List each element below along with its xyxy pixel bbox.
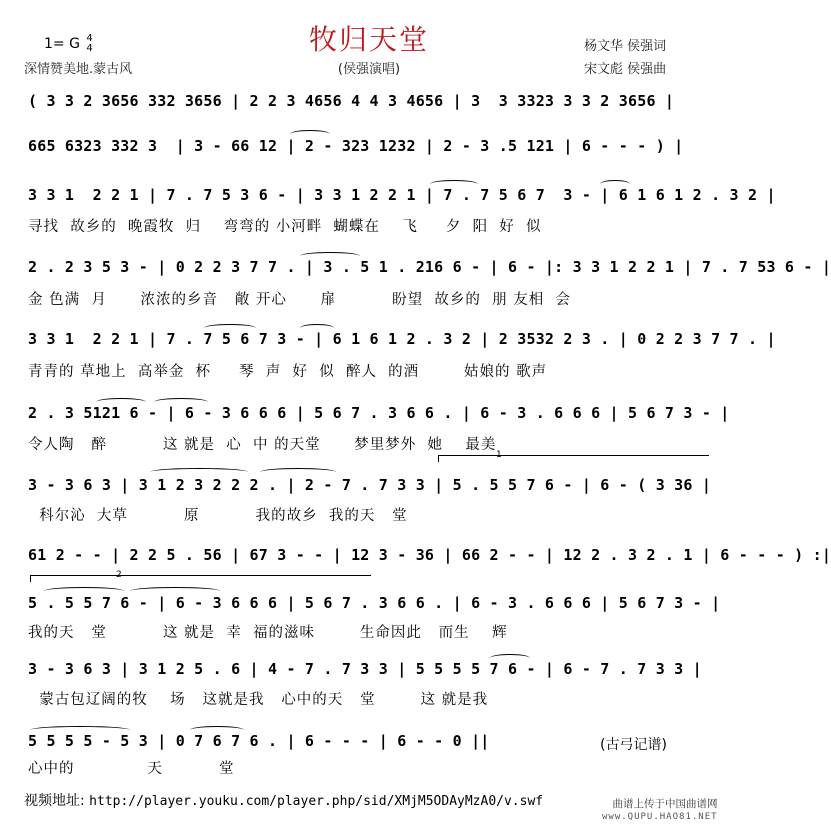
- singer-credit: (侯强演唱): [337, 62, 401, 77]
- time-numerator: 4: [86, 33, 93, 44]
- slur: [154, 398, 208, 406]
- key-label: 1= G: [44, 36, 80, 52]
- score-row-11: 5 5 5 5 - 5 3 | 0 7 6 7 6 . | 6 - - - | 6 - - 0 ||: [28, 732, 490, 750]
- score-row-10: 3 - 3 6 3 | 3 1 2 5 . 6 | 4 - 7 . 7 3 3 | 5 5 5 5 7 6 - | 6 - 7 . 7 3 3 |: [28, 660, 702, 678]
- volta-first-ending: [438, 455, 709, 462]
- lyricist-credit: 杨文华 侯强词: [584, 39, 667, 54]
- volta-second-label: 2: [116, 570, 122, 580]
- slur: [490, 654, 530, 662]
- score-row-3: 3 3 1 2 2 1 | 7 . 7 5 3 6 - | 3 3 1 2 2 1 | 7 . 7 5 6 7 3 - | 6 1 6 1 2 . 3 2 |: [28, 186, 776, 204]
- video-url-link[interactable]: http://player.youku.com/player.php/sid/XMjM5ODAyMzA0/v.swf: [89, 794, 544, 809]
- slur: [44, 587, 124, 595]
- slur: [190, 726, 244, 734]
- video-label: 视频地址:: [24, 793, 85, 809]
- score-row-5: 3 3 1 2 2 1 | 7 . 7 5 6 7 3 - | 6 1 6 1 2 . 3 2 | 2 3532 2 3 . | 0 2 2 3 7 7 . |: [28, 330, 776, 348]
- score-row-8: 61 2 - - | 2 2 5 . 56 | 67 3 - - | 12 3 - 36 | 66 2 - - | 12 2 . 3 2 . 1 | 6 - - - ) :|: [28, 546, 831, 564]
- slur: [96, 398, 146, 406]
- slur: [30, 726, 130, 734]
- time-denominator: 4: [86, 43, 93, 54]
- lyric-row-7: 科尔沁 大草 原 我的故乡 我的天 堂: [28, 508, 408, 524]
- score-row-2: 665 6323 332 3 | 3 - 66 12 | 2 - 323 1232 | 2 - 3 .5 121 | 6 - - - ) |: [28, 137, 684, 155]
- notation-credit: (古弓记谱): [600, 737, 667, 753]
- composer-credit: 宋文彪 侯强曲: [584, 62, 667, 77]
- lyric-row-9: 我的天 堂 这 就是 幸 福的滋味 生命因此 而生 辉: [28, 625, 508, 641]
- time-signature: [86, 34, 92, 54]
- score-row-7: 3 - 3 6 3 | 3 1 2 3 2 2 2 . | 2 - 7 . 7 3 3 | 5 . 5 5 7 6 - | 6 - ( 3 36 |: [28, 476, 712, 494]
- score-row-9: 5 . 5 5 7 6 - | 6 - 3 6 6 6 | 5 6 7 . 3 6 6 . | 6 - 3 . 6 6 6 | 5 6 7 3 - |: [28, 594, 721, 612]
- lyric-row-5: 青青的 草地上 高举金 杯 琴 声 好 似 醉人 的酒 姑娘的 歌声: [28, 364, 548, 380]
- style-description: 深情赞美地.蒙古风: [24, 62, 133, 77]
- slur: [260, 468, 336, 476]
- lyric-row-11: 心中的 天 堂: [28, 761, 235, 777]
- volta-second-ending: [30, 575, 371, 582]
- slur: [430, 180, 478, 188]
- lyric-row-10: 蒙古包辽阔的牧 场 这就是我 心中的天 堂 这 就是我: [28, 692, 489, 708]
- slur: [150, 468, 248, 476]
- key-signature: [44, 34, 93, 54]
- song-title: 牧归天堂: [308, 23, 429, 56]
- score-row-4: 2 . 2 3 5 3 - | 0 2 2 3 7 7 . | 3 . 5 1 . 216 6 - | 6 - |: 3 3 1 2 2 1 | 7 . 7 53 6 - |: [28, 258, 831, 276]
- volta-first-label: 1: [496, 450, 502, 460]
- watermark-text: 曲谱上传于中国曲谱网: [612, 798, 718, 810]
- lyric-row-6: 令人陶 醉 这 就是 心 中 的天堂 梦里梦外 她 最美: [28, 437, 497, 453]
- slur: [600, 180, 630, 188]
- slur: [204, 324, 256, 332]
- slur: [300, 252, 360, 260]
- lyric-row-4: 金 色满 月 浓浓的乡音 敞 开心 扉 盼望 故乡的 朋 友相 会: [28, 292, 571, 308]
- slur: [300, 324, 334, 332]
- video-address: [24, 790, 543, 810]
- slur: [130, 587, 220, 595]
- site-watermark: [602, 798, 718, 824]
- score-row-1: ( 3 3 2 3656 332 3656 | 2 2 3 4656 4 4 3 4656 | 3 3 3323 3 3 2 3656 |: [28, 92, 675, 110]
- score-row-6: 2 . 3 5121 6 - | 6 - 3 6 6 6 | 5 6 7 . 3 6 6 . | 6 - 3 . 6 6 6 | 5 6 7 3 - |: [28, 404, 730, 422]
- lyric-row-3: 寻找 故乡的 晚霞牧 归 弯弯的 小河畔 蝴蝶在 飞 夕 阳 好 似: [28, 219, 542, 235]
- slur: [290, 130, 330, 138]
- watermark-site: www.QUPU.HAO81.NET: [602, 812, 718, 822]
